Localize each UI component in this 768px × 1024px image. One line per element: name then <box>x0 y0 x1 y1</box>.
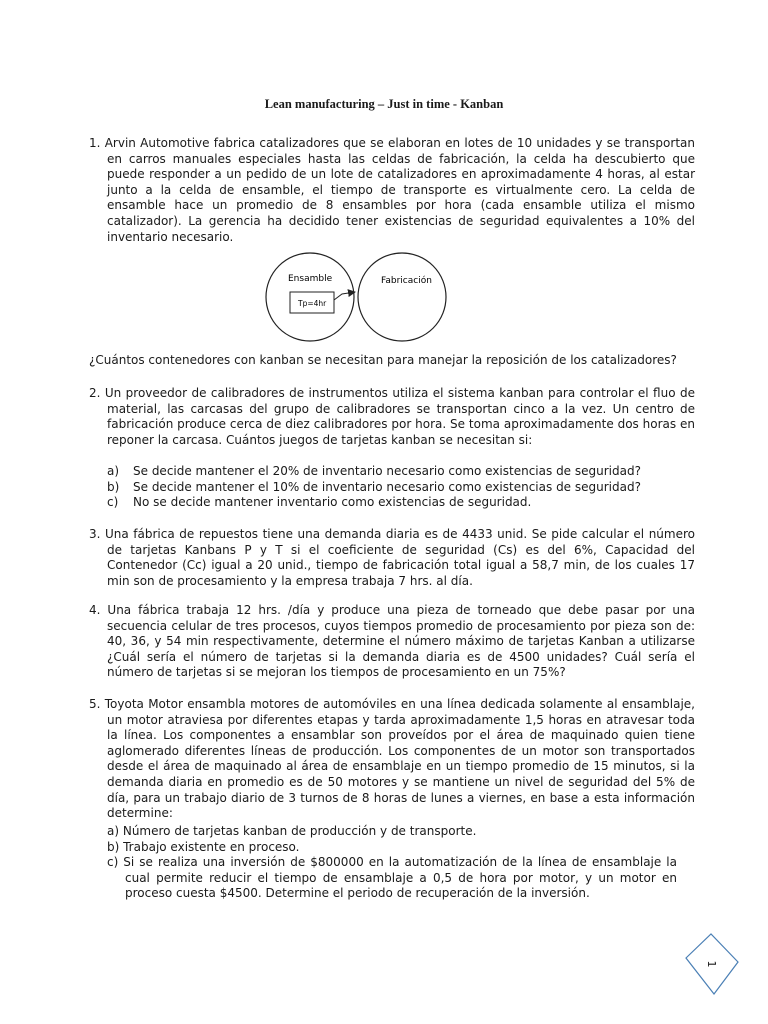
lead-time-label: Tp=4hr <box>298 299 327 308</box>
list-item <box>107 464 677 480</box>
list-item-text: Se decide mantener el 20% de inventario necesario como existencias de seguridad? <box>133 464 641 478</box>
list-item: c) Si se realiza una inversión de $800000 en la automatización de la línea de ensamblaje la cual permite reducir el tiempo de ensamblaje a 0,5 de hora por motor, y un motor en proceso cuesta $4500. Determine el periodo de recuperación de la inversión. <box>107 855 677 901</box>
problem-3: 3. Una fábrica de repuestos tiene una demanda diaria es de 4433 unid. Se pide calcular el número de tarjetas Kanbans P y T si el coeficiente de seguridad (Cs) es del 6%, Capacidad del Contenedor (Cc) igual a 20 unid., tiempo de fabricación total igual a 58,7 min, de los cuales 17 min son de procesamiento y la empresa trabaja 7 hrs. al día. <box>89 527 695 588</box>
list-item: b) Trabajo existente en proceso. <box>107 839 300 854</box>
list-item: a) Número de tarjetas kanban de producción y de transporte. <box>107 824 477 838</box>
list-item-text: Se decide mantener el 10% de inventario necesario como existencias de seguridad? <box>133 479 641 494</box>
assembly-label: Ensamble <box>288 274 333 284</box>
list-item-label: c) <box>107 495 119 510</box>
list-item-label: a) <box>107 464 120 478</box>
list-item <box>107 480 677 496</box>
page-number: 1 <box>705 960 718 968</box>
page-number-marker <box>676 928 746 998</box>
list-item-label: b) <box>107 479 120 494</box>
problem-5: 5. Toyota Motor ensambla motores de automóviles en una línea dedicada solamente al ensamblaje, un motor atraviesa por diferentes etapas y tarda aproximadamente 1,5 horas en atravesar toda la línea. Los componentes a ensamblar son proveídos por el área de maquinado quien tiene aglomerado diferentes líneas de producción. Los componentes de un motor son transportados desde el área de maquinado al área de ensamblaje en un tiempo promedio de 15 minutos, si la demanda diaria en promedio es de 50 motores y se mantiene un nivel de seguridad del 5% de día, para un trabajo diario de 3 turnos de 8 horas de lunes a viernes, en base a esta información determine: <box>89 697 695 821</box>
list-item <box>107 495 677 511</box>
problem-1 <box>89 136 695 245</box>
problem-1-question: ¿Cuántos contenedores con kanban se necesitan para manejar la reposición de los catalizadores? <box>89 353 677 367</box>
kanban-diagram <box>262 248 472 348</box>
problem-1-text: Arvin Automotive fabrica catalizadores que se elaboran en lotes de 10 unidades y se transportan en carros manuales especiales hasta las celdas de fabricación, la celda ha descubierto que puede responder a un pedido de un lote de catalizadores en aproximadamente 4 horas, al estar junto a la celda de ensamble, el tiempo de transporte es virtualmente cero. La celda de ensamble hace un promedio de 8 ensambles por hora (cada ensamble utiliza el mismo catalizador). La gerencia ha decidido tener existencias de seguridad equivalentes a 10% del inventario necesario. <box>104 136 695 244</box>
problem-1-number: 1. <box>89 136 101 150</box>
flow-arrow <box>334 292 355 300</box>
fabrication-label: Fabricación <box>381 276 432 286</box>
document-title: Lean manufacturing – Just in time - Kanban <box>264 97 504 111</box>
fabrication-circle <box>358 253 446 341</box>
problem-2 <box>89 386 695 448</box>
problem-5-items <box>107 824 677 902</box>
problem-2-items <box>107 464 677 511</box>
problem-2-text: Un proveedor de calibradores de instrumentos utiliza el sistema kanban para controlar el fluo de material, las carcasas del grupo de calibradores se transportan cinco a la vez. Un centro de fabricación produce cerca de diez calibradores por hora. Se toma aproximadamente dos horas en reponer la carcasa. Cuántos juegos de tarjetas kanban se necesitan si: <box>104 386 695 447</box>
problem-2-number: 2. <box>89 386 101 400</box>
problem-4: 4. Una fábrica trabaja 12 hrs. /día y produce una pieza de torneado que debe pasar por una secuencia celular de tres procesos, cuyos tiempos promedio de procesamiento por pieza son de: 40, 36, y 54 min respectivamente, determine el número máximo de tarjetas Kanban a utilizarse ¿Cuál sería el número de tarjetas si la demanda diaria es de 4500 unidades? Cuál sería el número de tarjetas si se mejoran los tiempos de procesamiento en un 75%? <box>89 603 695 680</box>
list-item-text: No se decide mantener inventario como existencias de seguridad. <box>133 495 532 510</box>
